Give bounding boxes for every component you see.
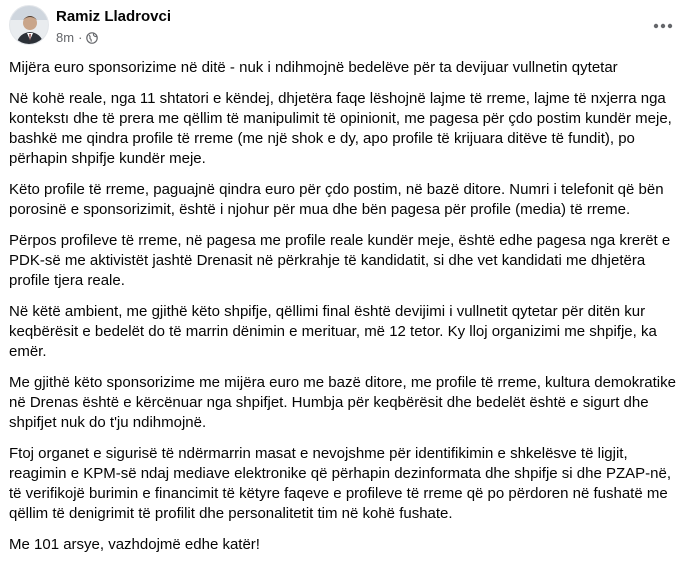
globe-icon [86, 32, 98, 44]
post-paragraph: Në kohë reale, nga 11 shtatori e këndej, dhjetëra faqe lëshojnë lajme të rreme, lajme të nxjerra nga kontekstı dhe të prera me qëllim të manipulimit të opinionit, me pagesa për çdo postim kundër meje, bashkë me qindra profile të rreme (me një shok e dy, apo profile të krijuara ditëve të fundit), po përhapin shpifje kundër meje. [9, 90, 672, 167]
post-body [9, 58, 685, 566]
post-paragraph: Përpos profileve të rreme, në pagesa me profile reale kundër meje, është edhe pagesa nga krerët e PDK-së me aktivistët jashtë Drenasit në përkrahje të kandidatit, si dhe vet kandidati me dhjetëra profile tjera reale. [9, 232, 671, 289]
post-time[interactable]: 8m [56, 30, 75, 45]
post-paragraph: Këto profile të rreme, paguajnë qindra euro për çdo postim, në bazë ditore. Numri i telefonit që bën porosinë e sponsorizimit, është i njohur për mua dhe bën pagesa për profile (media) të rreme. [9, 181, 664, 218]
more-options-icon[interactable] [645, 8, 681, 44]
post-paragraph: Ftoj organet e sigurisë të ndërmarrin masat e nevojshme për identifikimin e shkelësve të ligjit, reagimin e KPM-së ndaj mediave elektronike që përhapin dezinformata dhe shpifje si dhe PZAP-në, të verifikojë burimin e financimit të këtyre faqeve e profileve të rreme që po përdoren në fushatë me qëllim të denigrimit të profilit dhe personalitetit tim në kohë fushate. [9, 445, 672, 522]
author-name[interactable]: Ramiz Lladrovci [56, 8, 172, 25]
post-paragraph: Me gjithë këto sponsorizime me mijëra euro me bazë ditore, me profile të rreme, kultura demokratike në Drenas është e kërcënuar nga shpifjet. Humbja për keqbërësit dhe bedelët është e sigurt dhe shpifjet nuk do t'ju ndihmojnë. [9, 374, 676, 431]
post-paragraph: Mijëra euro sponsorizime në ditë - nuk i ndihmojnë bedelëve për ta devijuar vullnetin qytetar [9, 59, 618, 76]
post-header [9, 4, 685, 50]
meta-separator: · [78, 30, 83, 45]
post-meta [56, 30, 98, 45]
avatar[interactable] [9, 5, 49, 45]
post-paragraph: Me 101 arsye, vazhdojmë edhe katër! [9, 536, 260, 553]
post-paragraph: Në këtë ambient, me gjithë këto shpifje, qëllimi final është devijimi i vullnetit qytetar për ditën kur keqbërësit e bedelët do të marrin dënimin e merituar, më 12 tetor. Ky lloj organizimi me shpifje, ka emër. [9, 303, 657, 360]
